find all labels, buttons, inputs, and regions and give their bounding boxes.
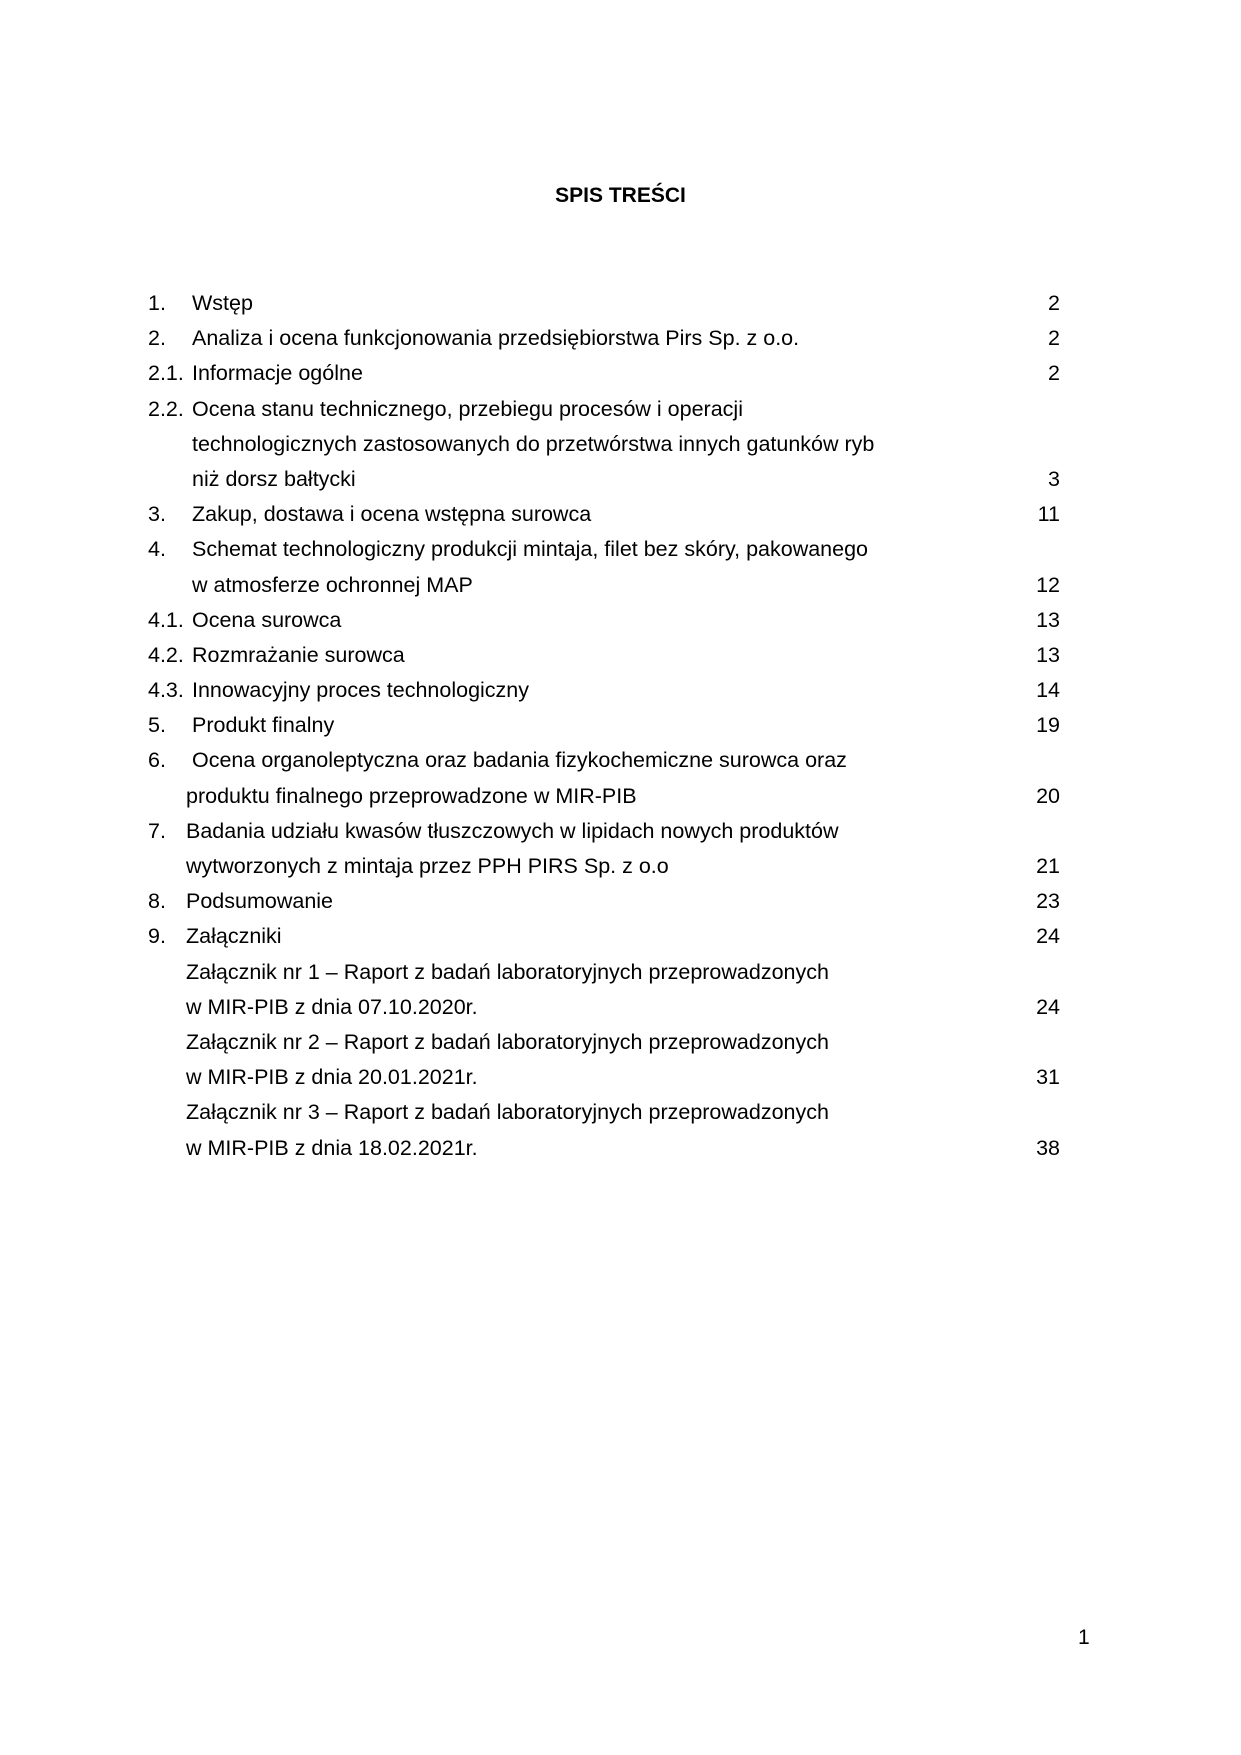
toc-entry-title: Zakup, dostawa i ocena wstępna surowca	[192, 502, 592, 527]
toc-entry-title: Załącznik nr 3 – Raport z badań laboratoryjnych przeprowadzonych	[186, 1100, 829, 1125]
toc-entry-page: 20	[1036, 783, 1060, 808]
toc-entry[interactable]	[148, 673, 1060, 708]
toc-entry-title: Ocena stanu technicznego, przebiegu procesów i operacji	[192, 396, 743, 421]
toc-entry-title: Innowacyjny proces technologiczny	[192, 678, 530, 703]
toc-entry-title: Analiza i ocena funkcjonowania przedsiębiorstwa Pirs Sp. z o.o.	[192, 326, 800, 351]
toc-entry-title: w MIR-PIB z dnia 20.01.2021r.	[186, 1065, 478, 1090]
toc-entry-page: 31	[1036, 1065, 1060, 1090]
toc-line	[148, 1095, 1060, 1130]
toc-entry[interactable]	[148, 286, 1060, 321]
page-number: 1	[1078, 1626, 1090, 1649]
toc-entry-page: 38	[1036, 1135, 1060, 1160]
toc-entry-title: w atmosferze ochronnej MAP	[192, 572, 473, 597]
toc-line	[148, 955, 1060, 990]
toc-line	[148, 462, 1060, 497]
toc-entry-number: 4.2.	[148, 642, 184, 667]
toc-line	[148, 708, 1060, 743]
toc-line	[148, 427, 1060, 462]
toc-entry-page: 24	[1036, 994, 1060, 1019]
toc-entry-number: 8.	[148, 889, 166, 914]
toc-entry-title: Załączniki	[186, 924, 282, 949]
toc-entry-title: wytworzonych z mintaja przez PPH PIRS Sp. z o.o	[186, 854, 669, 878]
toc-entry-page: 24	[1036, 924, 1060, 949]
toc-entry-title: Schemat technologiczny produkcji mintaja, filet bez skóry, pakowanego	[192, 537, 869, 562]
toc-entry[interactable]	[148, 638, 1060, 673]
toc-entry-number: 6.	[148, 748, 166, 773]
toc-line	[148, 356, 1060, 391]
toc-entry[interactable]	[148, 1025, 1060, 1095]
toc-entry[interactable]	[148, 708, 1060, 743]
toc-line	[148, 532, 1060, 567]
toc-entry-title: Produkt finalny	[192, 713, 335, 738]
toc-entry[interactable]	[148, 497, 1060, 532]
toc-entry-title: Informacje ogólne	[192, 361, 363, 386]
toc-line	[148, 814, 1060, 849]
toc-entry-page: 14	[1036, 678, 1060, 703]
toc-entry-page: 3	[1048, 466, 1060, 491]
toc-entry-number: 3.	[148, 502, 166, 527]
toc-line	[148, 990, 1060, 1025]
toc-entry[interactable]	[148, 743, 1060, 813]
toc-entry[interactable]	[148, 356, 1060, 391]
toc-line	[148, 497, 1060, 532]
toc-line	[148, 849, 1060, 884]
toc-entry-number: 2.2.	[148, 396, 184, 421]
toc-entry-title: w MIR-PIB z dnia 18.02.2021r.	[186, 1135, 478, 1160]
toc-entry-page: 13	[1036, 607, 1060, 632]
toc-entry-page: 12	[1036, 572, 1060, 597]
toc-entry-number: 4.3.	[148, 678, 184, 703]
toc-entry-title: technologicznych zastosowanych do przetwórstwa innych gatunków ryb	[192, 431, 875, 456]
toc-entry[interactable]	[148, 884, 1060, 919]
table-of-contents	[148, 286, 1060, 1166]
toc-entry-page: 19	[1036, 713, 1060, 738]
toc-line	[148, 603, 1060, 638]
toc-entry-page: 13	[1036, 642, 1060, 667]
toc-line	[148, 638, 1060, 673]
toc-entry-page: 2	[1048, 291, 1060, 315]
toc-entry-number: 2.1.	[148, 361, 184, 386]
toc-entry-title: Załącznik nr 1 – Raport z badań laboratoryjnych przeprowadzonych	[186, 959, 829, 984]
toc-line	[148, 1025, 1060, 1060]
toc-entry[interactable]	[148, 1095, 1060, 1165]
toc-line	[148, 779, 1060, 814]
toc-entry[interactable]	[148, 392, 1060, 498]
toc-entry-title: Ocena organoleptyczna oraz badania fizykochemiczne surowca oraz	[192, 748, 847, 773]
toc-entry[interactable]	[148, 919, 1060, 954]
toc-entry-title: Załącznik nr 2 – Raport z badań laboratoryjnych przeprowadzonych	[186, 1029, 829, 1054]
toc-entry[interactable]	[148, 321, 1060, 356]
toc-line	[148, 919, 1060, 954]
toc-line	[148, 286, 1060, 321]
toc-entry-page: 2	[1048, 326, 1060, 351]
toc-entry-number: 4.	[148, 537, 166, 562]
toc-entry-page: 21	[1036, 854, 1060, 878]
toc-entry-number: 5.	[148, 713, 166, 738]
toc-entry-title: Rozmrażanie surowca	[192, 642, 405, 667]
toc-entry-title: w MIR-PIB z dnia 07.10.2020r.	[186, 994, 478, 1019]
toc-entry-title: Badania udziału kwasów tłuszczowych w lipidach nowych produktów	[186, 818, 839, 843]
toc-line	[148, 568, 1060, 603]
toc-line	[148, 321, 1060, 356]
toc-line	[148, 1060, 1060, 1095]
toc-entry-title: produktu finalnego przeprowadzone w MIR-PIB	[186, 783, 637, 808]
toc-entry-title: Podsumowanie	[186, 889, 334, 914]
toc-entry-number: 1.	[148, 291, 166, 315]
toc-entry-number: 4.1.	[148, 607, 184, 632]
toc-entry[interactable]	[148, 603, 1060, 638]
toc-entry-number: 9.	[148, 924, 166, 949]
toc-line	[148, 392, 1060, 427]
toc-entry-page: 11	[1037, 502, 1060, 527]
toc-entry[interactable]	[148, 955, 1060, 1025]
toc-entry[interactable]	[148, 532, 1060, 602]
toc-line	[148, 1131, 1060, 1166]
toc-line	[148, 673, 1060, 708]
toc-entry-number: 7.	[148, 818, 166, 843]
toc-line	[148, 743, 1060, 778]
toc-entry-page: 23	[1036, 889, 1060, 914]
toc-entry[interactable]	[148, 814, 1060, 884]
toc-entry-title: niż dorsz bałtycki	[192, 466, 356, 491]
toc-entry-number: 2.	[148, 326, 166, 351]
toc-line	[148, 884, 1060, 919]
toc-entry-title: Ocena surowca	[192, 607, 342, 632]
toc-entry-page: 2	[1048, 361, 1060, 386]
page-title: SPIS TREŚCI	[555, 184, 686, 207]
toc-entry-title: Wstęp	[192, 291, 253, 315]
